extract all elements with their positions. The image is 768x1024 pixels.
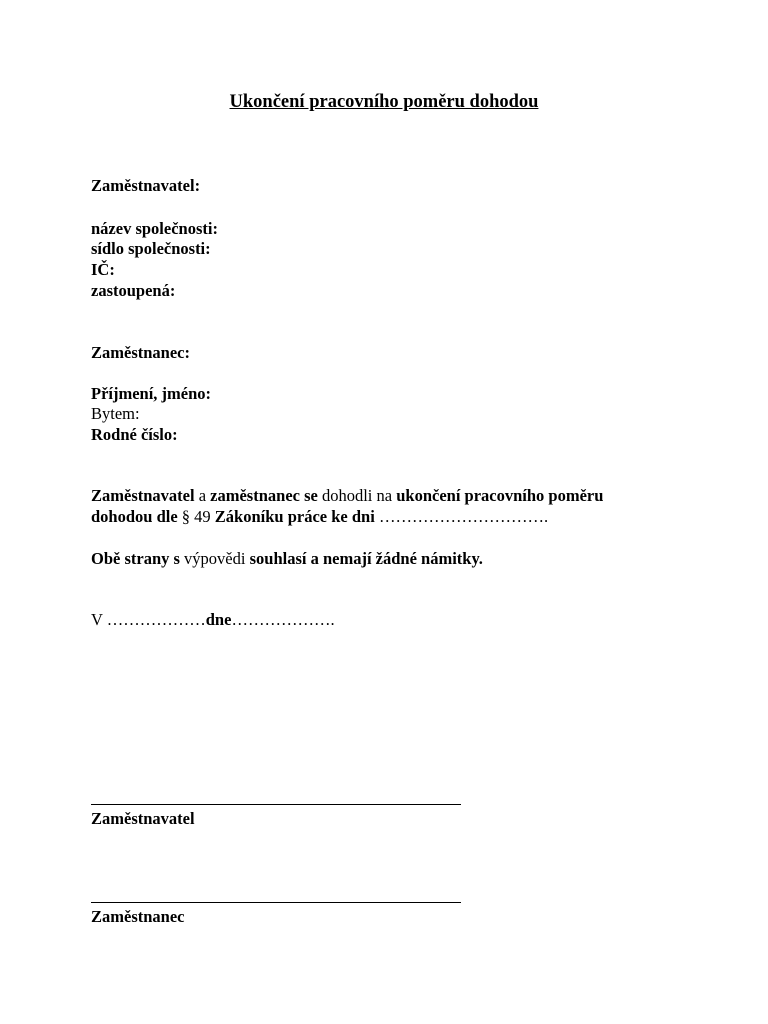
document-title: Ukončení pracovního poměru dohodou [229,92,539,112]
employee-field-name: Příjmení, jméno: [91,384,212,403]
date-dots: ………………. [231,610,335,629]
signature-line-employee [91,902,461,903]
agreement-text: Zaměstnavatel [91,486,195,505]
employer-heading: Zaměstnavatel: [91,176,201,195]
employer-field-represented: zastoupená: [91,281,176,300]
agreement-text: § 49 [177,507,215,526]
agreement-text: …………………………. [374,507,549,526]
agreement-line-2 [91,506,548,528]
employer-field-ic: IČ: [91,260,115,279]
agreement-text: Zákoníku práce ke dni [214,507,375,526]
consent-text: Obě strany s [91,549,185,568]
employer-field-company-name: název společnosti: [91,219,218,238]
consent-text: souhlasí a nemají žádné námitky. [245,549,483,568]
agreement-text: zaměstnanec se [210,486,318,505]
agreement-text: a [194,486,211,505]
signature-label-employer: Zaměstnavatel [91,809,195,828]
agreement-text: ukončení pracovního poměru [396,486,604,505]
consent-text: výpovědi [184,549,246,568]
consent-line [91,548,483,570]
signature-label-employee: Zaměstnanec [91,907,185,926]
date-label: dne [205,610,232,629]
place-date-line [91,609,335,631]
agreement-line-1 [91,485,603,507]
agreement-text: dohodou dle [91,507,178,526]
employee-heading: Zaměstnanec: [91,343,190,362]
agreement-text: dohodli na [317,486,397,505]
employee-field-address: Bytem: [91,404,140,423]
place-text: V ……………… [91,610,206,629]
signature-line-employer [91,804,461,805]
employer-field-company-seat: sídlo společnosti: [91,239,211,258]
employee-field-birth-number: Rodné číslo: [91,425,178,444]
